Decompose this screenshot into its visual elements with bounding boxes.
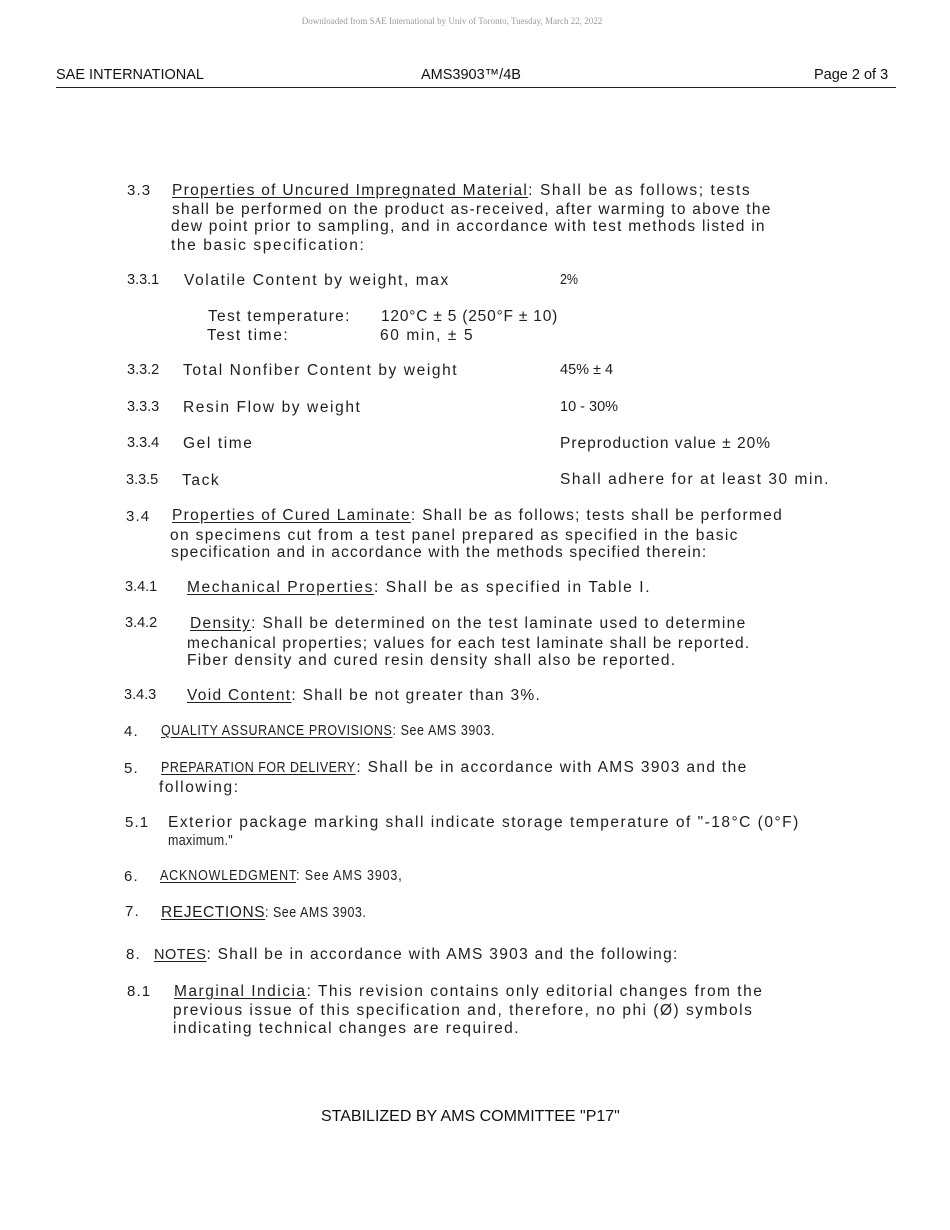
section-5-title: PREPARATION FOR DELIVERY xyxy=(161,760,356,776)
test-temperature-label: Test temperature: xyxy=(208,308,351,325)
resin-flow-label: Resin Flow by weight xyxy=(183,399,362,416)
section-3-4-2-title: Density xyxy=(190,615,252,632)
section-4-title: QUALITY ASSURANCE PROVISIONS xyxy=(161,723,393,739)
section-number-4: 4. xyxy=(124,723,139,740)
test-time-value: 60 min, ± 5 xyxy=(380,327,475,344)
section-3-3-title: Properties of Uncured Impregnated Material xyxy=(172,182,529,199)
section-number-8-1: 8.1 xyxy=(127,983,152,1000)
section-3-4-2-line-1-text: : Shall be determined on the test laminate used to determine xyxy=(251,615,747,632)
section-8-1-line-1 xyxy=(174,983,763,1001)
section-number-3-4-3: 3.4.3 xyxy=(124,687,157,703)
section-6-text: : See AMS 3903, xyxy=(296,868,403,884)
section-5-1-line-1: Exterior package marking shall indicate storage temperature of "-18°C (0°F) xyxy=(168,814,800,831)
section-8-title: NOTES xyxy=(154,947,207,963)
section-3-4-2-line-3: Fiber density and cured resin density shall also be reported. xyxy=(187,652,677,669)
section-number-3-3-4: 3.3.4 xyxy=(127,435,160,451)
section-number-3-3-5: 3.3.5 xyxy=(126,472,159,488)
section-7-title: REJECTIONS xyxy=(161,904,266,921)
header-page-number: Page 2 of 3 xyxy=(814,67,889,83)
section-3-3-line-1 xyxy=(172,182,751,200)
section-8-1-line-2: previous issue of this specification and, therefore, no phi (Ø) symbols xyxy=(173,1002,754,1019)
test-temperature-value: 120°C ± 5 (250°F ± 10) xyxy=(381,308,559,325)
section-3-4-1-title: Mechanical Properties xyxy=(187,579,374,596)
section-5-line-1 xyxy=(161,759,748,777)
section-number-6: 6. xyxy=(124,868,139,885)
header-rule xyxy=(56,87,896,88)
section-4-line xyxy=(161,723,549,739)
section-3-4-2-line-2: mechanical properties; values for each test laminate shall be reported. xyxy=(187,635,751,652)
nonfiber-content-value: 45% ± 4 xyxy=(560,362,614,378)
section-7-text: : See AMS 3903. xyxy=(265,905,367,921)
section-3-3-line-2: shall be performed on the product as-received, after warming to above the xyxy=(172,201,772,218)
section-3-4-line-2: on specimens cut from a test panel prepared as specified in the basic xyxy=(170,527,739,544)
section-8-1-line-1-text: : This revision contains only editorial changes from the xyxy=(306,983,764,1000)
section-3-3-line-3: dew point prior to sampling, and in accordance with test methods listed in xyxy=(171,218,766,235)
test-time-label: Test time: xyxy=(207,327,290,344)
section-3-4-3-line xyxy=(187,687,541,705)
section-5-line-1-text: : Shall be in accordance with AMS 3903 and the xyxy=(356,759,748,776)
section-3-3-line-4: the basic specification: xyxy=(171,237,366,254)
section-3-4-line-3: specification and in accordance with the methods specified therein: xyxy=(171,544,708,561)
stabilized-footer: STABILIZED BY AMS COMMITTEE "P17" xyxy=(321,1108,620,1125)
section-6-title: ACKNOWLEDGMENT xyxy=(160,868,297,884)
section-number-5: 5. xyxy=(124,760,139,777)
section-3-3-line-1-text: : Shall be as follows; tests xyxy=(528,182,752,199)
section-3-4-3-text: : Shall be not greater than 3%. xyxy=(291,687,542,704)
section-number-3-4-1: 3.4.1 xyxy=(125,579,158,595)
section-number-3-4-2: 3.4.2 xyxy=(125,615,158,631)
section-3-4-line-1-text: : Shall be as follows; tests shall be performed xyxy=(410,507,783,524)
section-3-4-title: Properties of Cured Laminate xyxy=(172,507,411,524)
gel-time-value: Preproduction value ± 20% xyxy=(560,435,772,452)
section-number-3-3-1: 3.3.1 xyxy=(127,272,160,288)
section-5-1-line-2: maximum." xyxy=(168,833,234,849)
section-number-3-4: 3.4 xyxy=(126,508,151,525)
download-notice: Downloaded from SAE International by Univ of Toronto, Tuesday, March 22, 2022 xyxy=(301,16,603,26)
section-3-4-1-text: : Shall be as specified in Table I. xyxy=(373,579,652,596)
section-8-1-title: Marginal Indicia xyxy=(174,983,307,1000)
section-3-4-3-title: Void Content xyxy=(187,687,292,704)
section-number-3-3-3: 3.3.3 xyxy=(127,399,160,415)
section-5-line-2: following: xyxy=(159,779,240,796)
header-org: SAE INTERNATIONAL xyxy=(56,67,204,83)
volatile-content-label: Volatile Content by weight, max xyxy=(184,272,450,289)
section-4-text: : See AMS 3903. xyxy=(392,723,496,739)
header-doc-id: AMS3903™/4B xyxy=(421,67,521,83)
section-8-line xyxy=(154,946,679,964)
section-number-8: 8. xyxy=(126,946,141,963)
section-3-4-2-line-1 xyxy=(190,615,747,633)
section-number-7: 7. xyxy=(125,903,140,920)
section-6-line xyxy=(160,868,442,884)
nonfiber-content-label: Total Nonfiber Content by weight xyxy=(183,362,459,379)
section-7-line xyxy=(161,904,383,922)
section-8-1-line-3: indicating technical changes are required. xyxy=(173,1020,520,1037)
section-3-4-1-line xyxy=(187,579,651,597)
section-8-text: : Shall be in accordance with AMS 3903 and the following: xyxy=(206,946,679,963)
tack-value: Shall adhere for at least 30 min. xyxy=(560,471,830,488)
section-number-5-1: 5.1 xyxy=(125,814,150,831)
tack-label: Tack xyxy=(182,472,221,489)
volatile-content-value: 2% xyxy=(560,272,579,288)
section-number-3-3: 3.3 xyxy=(127,182,152,199)
gel-time-label: Gel time xyxy=(183,435,254,452)
section-number-3-3-2: 3.3.2 xyxy=(127,362,160,378)
resin-flow-value: 10 - 30% xyxy=(560,399,619,415)
section-3-4-line-1 xyxy=(172,507,783,525)
